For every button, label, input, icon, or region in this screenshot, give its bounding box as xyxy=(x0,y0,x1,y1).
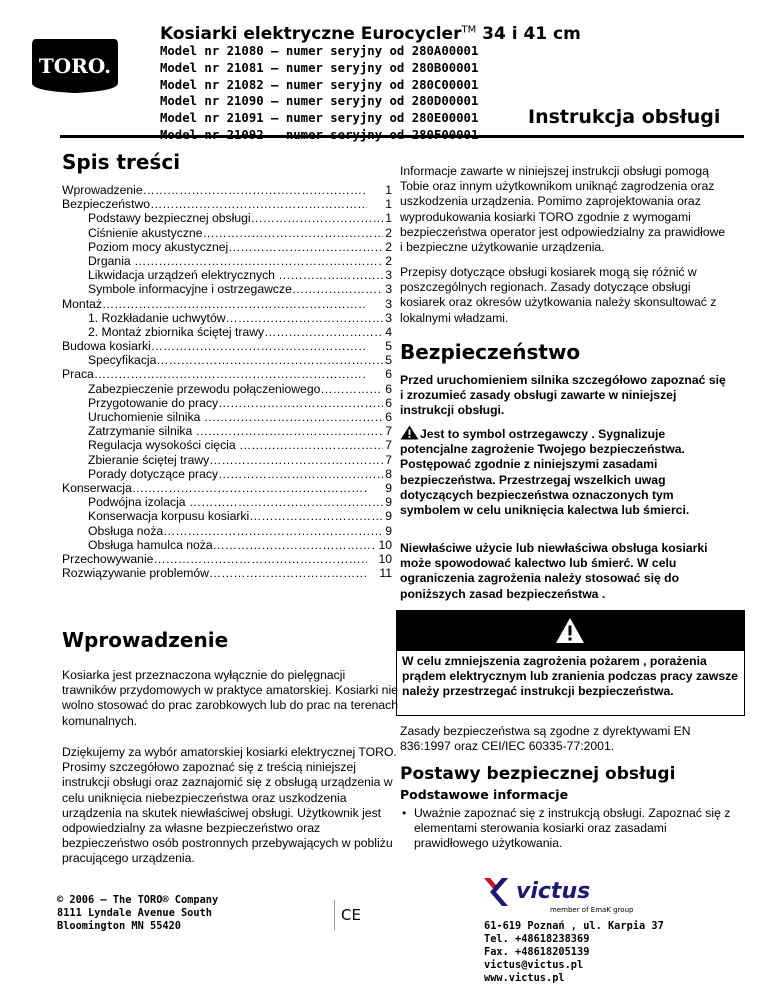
intro-heading: Wprowadzenie xyxy=(62,628,229,652)
table-of-contents xyxy=(62,183,392,580)
toc-entry-label: Zbieranie ściętej trawy …………………………………………………………………………………………………………… xyxy=(62,453,392,467)
toc-page-number: 5 xyxy=(385,339,392,354)
svg-text:TORO.: TORO. xyxy=(38,54,112,78)
warning-triangle-icon xyxy=(555,617,585,644)
intro-paragraph: Dziękujemy za wybór amatorskiej kosiarki elektrycznej TORO. Prosimy szczegółowo zapoznać się z treścią niniejszej instrukcji obsługi oraz zaznajomić się z obsługą urządzenia w celu uniknięcia niebezpieczeństwa oraz uszkodzenia urządzenia na skutek niewłaściwej obsługi. Użytkownik jest odpowiedzialny za własne bezpieczeństwo oraz bezpieczeństwo osób postronnych przebywających w pobliżu pracującego urządzenia. xyxy=(62,745,397,866)
toc-entry-label: Obsługa hamulca noża …………………………………………………………………………………………………………… xyxy=(62,538,392,552)
toc-entry-label: Konserwacja korpusu kosiarki …………………………………………………………………………………………………………… xyxy=(62,509,392,523)
toc-entry-label: Bezpieczeństwo …………………………………………………………………………………………………………… xyxy=(62,197,367,211)
toc-page-number: 8 xyxy=(385,466,392,481)
contact-phone: Tel. +48618238369 xyxy=(484,933,590,945)
info-paragraph: Przepisy dotyczące obsługi kosiarek mogą się różnić w poszczególnych regionach. Zasady dotyczące obsługi kosiarek oraz okresów użytkowania należy skonsultować z lokalnymi władzami. xyxy=(400,265,717,325)
model-list xyxy=(160,43,478,144)
address-line: 8111 Lyndale Avenue South xyxy=(57,907,212,919)
toc-entry xyxy=(62,524,392,538)
toc-entry xyxy=(62,410,392,424)
copyright-block xyxy=(57,894,218,933)
contact-website: www.victus.pl xyxy=(484,972,565,984)
toc-entry-label: Obsługa noża …………………………………………………………………………………………………………… xyxy=(62,524,392,538)
toc-entry xyxy=(62,566,392,580)
toc-entry-label: Konserwacja …………………………………………………………………………………………………………… xyxy=(62,481,367,495)
toc-entry xyxy=(62,282,392,296)
toc-entry-label: Podwójna izolacja …………………………………………………………………………………………………………… xyxy=(62,495,392,509)
bullet-list xyxy=(400,806,740,852)
ce-mark-icon xyxy=(334,900,365,930)
toc-page-number: 3 xyxy=(385,268,392,283)
svg-text:CE: CE xyxy=(341,906,361,924)
header-divider xyxy=(60,135,744,138)
rules-heading: Postawy bezpiecznej obsługi xyxy=(400,764,676,784)
toc-page-number: 6 xyxy=(385,367,392,382)
toc-entry xyxy=(62,509,392,523)
toc-page-number: 2 xyxy=(385,253,392,268)
contact-email: victus@victus.pl xyxy=(484,959,584,971)
toc-entry xyxy=(62,183,392,197)
address-line: Bloomington MN 55420 xyxy=(57,920,181,932)
toc-entry xyxy=(62,254,392,268)
safety-paragraph: Przed uruchomieniem silnika szczegółowo zapoznać się i zrozumieć zasady obsługi zawarte w niniejszej instrukcji obsługi. xyxy=(400,373,726,418)
toc-entry-label: Ciśnienie akustyczne …………………………………………………………………………………………………………… xyxy=(62,226,392,240)
toc-entry-label: Likwidacja urządzeń elektrycznych …………………………………………………………………………………………………………… xyxy=(62,268,392,282)
toc-entry xyxy=(62,297,392,311)
toc-entry-label: Przechowywanie …………………………………………………………………………………………………………… xyxy=(62,552,367,566)
toc-entry-label: Uruchomienie silnika …………………………………………………………………………………………………………… xyxy=(62,410,392,424)
warning-box xyxy=(396,610,745,716)
model-line: Model nr 21081 – numer seryjny od 280B00001 xyxy=(160,60,479,75)
toc-entry xyxy=(62,495,392,509)
toc-entry-label: Praca …………………………………………………………………………………………………………… xyxy=(62,367,367,381)
toc-entry-label: 1. Rozkładanie uchwytów …………………………………………………………………………………………………………… xyxy=(62,311,392,325)
toc-entry xyxy=(62,552,392,566)
toc-entry-label: Budowa kosiarki …………………………………………………………………………………………………………… xyxy=(62,339,367,353)
victus-logo xyxy=(480,872,660,918)
victus-contact xyxy=(484,920,664,985)
model-line: Model nr 21091 – numer seryjny od 280E00001 xyxy=(160,111,479,126)
warning-triangle-icon xyxy=(400,425,419,440)
toc-page-number: 9 xyxy=(385,523,392,538)
safety-paragraph: Niewłaściwe użycie lub niewłaściwa obsługa kosiarki może spowodować kalectwo lub śmierć. W celu ograniczenia zagrożenia należy stosować się do poniższych zasad bezpieczeństwa . xyxy=(400,541,708,601)
svg-text:victus: victus xyxy=(516,879,591,904)
toc-entry-label: Montaż …………………………………………………………………………………………………………… xyxy=(62,297,367,311)
copyright-line: © 2006 – The TORO® Company xyxy=(57,894,219,906)
toc-page-number: 3 xyxy=(385,282,392,297)
intro-paragraph: Kosiarka jest przeznaczona wyłącznie do pielęgnacji trawników przydomowych w praktyce amatorskiej. Kosiarki nie wolno stosować do prac zarobkowych lub do prac na terenach komunalnych. xyxy=(62,668,399,728)
toc-page-number: 1 xyxy=(385,211,392,226)
toc-page-number: 10 xyxy=(378,551,392,566)
list-item: • Uważnie zapoznać się z instrukcją obsługi. Zapoznać się z elementami sterowania kosiarki oraz zasadami prawidłowego użytkowania. xyxy=(400,806,740,852)
toc-entry xyxy=(62,382,392,396)
warning-header-bar xyxy=(397,611,744,651)
toc-entry xyxy=(62,396,392,410)
toc-entry xyxy=(62,424,392,438)
toc-entry xyxy=(62,453,392,467)
toc-page-number: 6 xyxy=(385,395,392,410)
model-line: Model nr 21090 – numer seryjny od 280D00001 xyxy=(160,94,479,109)
toc-page-number: 3 xyxy=(385,310,392,325)
toc-entry-label: Drgania …………………………………………………………………………………………………………… xyxy=(62,254,392,268)
toc-entry xyxy=(62,467,392,481)
toc-entry xyxy=(62,240,392,254)
model-line: Model nr 21080 – numer seryjny od 280A00001 xyxy=(160,44,479,58)
toc-page-number: 1 xyxy=(385,197,392,212)
contact-address: 61-619 Poznań , ul. Karpia 37 xyxy=(484,920,664,932)
toc-entry-label: Rozwiązywanie problemów …………………………………………………………………………………………………………… xyxy=(62,566,367,580)
toc-entry xyxy=(62,353,392,367)
toc-page-number: 3 xyxy=(385,296,392,311)
contact-fax: Fax. +48618205139 xyxy=(484,946,590,958)
toc-page-number: 1 xyxy=(385,183,392,197)
svg-text:member of EmaK group: member of EmaK group xyxy=(550,906,634,914)
toc-page-number: 4 xyxy=(385,324,392,339)
toc-title: Spis treści xyxy=(62,150,181,174)
model-line: Model nr 21082 – numer seryjny od 280C00001 xyxy=(160,77,479,92)
toc-page-number: 7 xyxy=(385,452,392,467)
toc-entry-label: Porady dotyczące pracy …………………………………………………………………………………………………………… xyxy=(62,467,392,481)
toc-page-number: 5 xyxy=(385,353,392,368)
toc-page-number: 11 xyxy=(379,566,392,581)
manual-title: Instrukcja obsługi xyxy=(528,106,721,128)
safety-symbol-paragraph: Jest to symbol ostrzegawczy . Sygnalizuje potencjalne zagrożenie Twojego bezpieczeństwa. Postępować zgodnie z niniejszymi zasadami bezpieczeństwa. Przestrzegaj wszelkich uwag dotyczących bezpieczeństwa oznaczonych tym symbolem w celu uniknięcia kalectwa lub śmierci. xyxy=(400,427,690,518)
norms-paragraph: Zasady bezpieczeństwa są zgodne z dyrektywami EN 836:1997 oraz CEI/IEC 60335-77:2001. xyxy=(400,724,691,754)
toc-entry-label: Regulacja wysokości cięcia …………………………………………………………………………………………………………… xyxy=(62,438,392,452)
toc-entry-label: Podstawy bezpiecznej obsługi …………………………………………………………………………………………………………… xyxy=(62,211,392,225)
toc-page-number: 6 xyxy=(385,381,392,396)
toc-page-number: 9 xyxy=(385,480,392,495)
toc-page-number: 9 xyxy=(385,509,392,524)
toc-entry xyxy=(62,268,392,282)
toc-entry-label: Symbole informacyjne i ostrzegawcze …………………………………………………………………………………………………………… xyxy=(62,282,392,296)
toc-entry-label: 2. Montaż zbiornika ściętej trawy …………………………………………………………………………………………………………… xyxy=(62,325,392,339)
info-paragraph: Informacje zawarte w niniejszej instrukcji obsługi pomogą Tobie oraz innym użytkownikom uniknąć zagrodzenia oraz uszkodzenia urządzenia. Pomimo zaprojektowania oraz wyprodukowania kosiarki TORO zgodnie z wymogami bezpieczeństwa operator jest odpowiedzialny za prawidłowe i bezpieczne użytkowanie urządzenia. xyxy=(400,164,726,255)
toc-entry xyxy=(62,197,392,211)
toc-entry xyxy=(62,325,392,339)
toc-entry-label: Specyfikacja …………………………………………………………………………………………………………… xyxy=(62,353,392,367)
toc-page-number: 7 xyxy=(385,424,392,439)
toc-page-number: 2 xyxy=(385,239,392,254)
toc-entry xyxy=(62,367,392,381)
document-title: Kosiarki elektryczne Eurocycler™ 34 i 41 cm xyxy=(160,24,581,44)
toc-page-number: 9 xyxy=(385,495,392,510)
toc-entry xyxy=(62,538,392,552)
basic-info-heading: Podstawowe informacje xyxy=(400,787,569,802)
toc-page-number: 10 xyxy=(378,537,392,552)
toc-entry-label: Wprowadzenie …………………………………………………………………………………………………………… xyxy=(62,183,367,197)
toc-page-number: 2 xyxy=(385,225,392,240)
safety-heading: Bezpieczeństwo xyxy=(400,340,581,364)
toc-entry xyxy=(62,438,392,452)
warning-text: W celu zmniejszenia zagrożenia pożarem , porażenia prądem elektrycznym lub zranienia podczas pracy zawsze należy przestrzegać instrukcji bezpieczeństwa. xyxy=(402,654,738,699)
toc-entry-label: Zatrzymanie silnika …………………………………………………………………………………………………………… xyxy=(62,424,392,438)
toc-entry xyxy=(62,311,392,325)
toro-logo xyxy=(30,35,120,95)
toc-entry-label: Poziom mocy akustycznej …………………………………………………………………………………………………………… xyxy=(62,240,392,254)
toc-page-number: 7 xyxy=(385,438,392,453)
toc-entry xyxy=(62,339,392,353)
toc-entry xyxy=(62,211,392,225)
toc-entry xyxy=(62,226,392,240)
toc-entry xyxy=(62,481,392,495)
toc-page-number: 6 xyxy=(385,410,392,424)
toc-entry-label: Zabezpieczenie przewodu połączeniowego …………………………………………………………………………………………………………… xyxy=(62,382,392,396)
toc-entry-label: Przygotowanie do pracy …………………………………………………………………………………………………………… xyxy=(62,396,392,410)
